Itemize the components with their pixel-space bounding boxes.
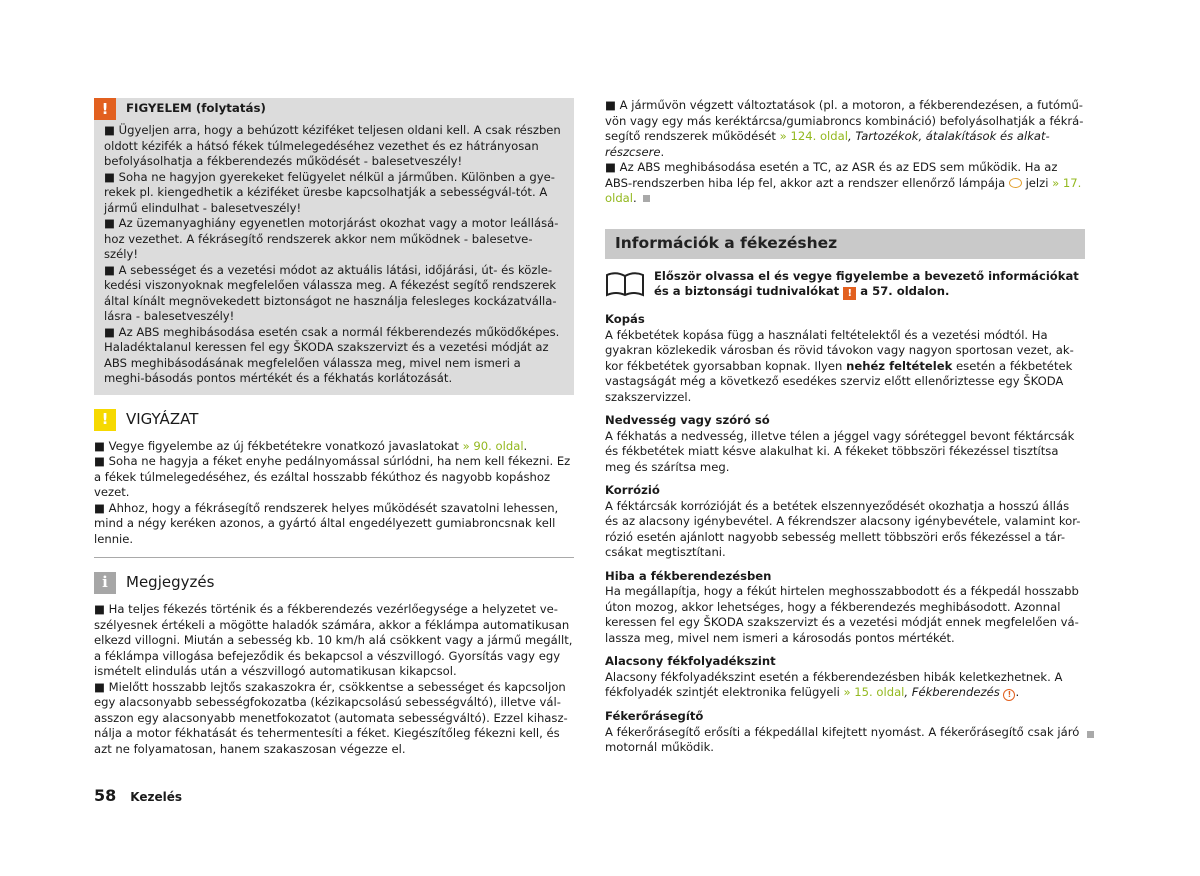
page-number: 58 bbox=[94, 786, 117, 805]
note-header bbox=[94, 572, 574, 594]
page-footer bbox=[94, 786, 182, 805]
paragraph-korrozio: A féktárcsák korrózióját és a betétek elszennyeződését okozhatja a hosszú állás és az alacsony igénybevétel. A fékrendszer alacsony igénybevétele, valamint kor-rózió esetén ajánlott nagyobb sebesség mellett többszöri erős fékezéssel a tár-csákat megtisztítani. bbox=[605, 498, 1081, 559]
item-suffix: . bbox=[660, 144, 665, 159]
caution-item bbox=[94, 439, 574, 455]
item-suffix: . bbox=[633, 191, 637, 205]
intro-suffix: a 57. oldalon. bbox=[860, 284, 950, 298]
caution-item-text: ■ Vegye figyelembe az új fékbetétekre vonatkozó javaslatokat bbox=[94, 438, 459, 453]
warning-item: ■ Az üzemanyaghiány egyenetlen motorjárást okozhat vagy a motor leállásá-hoz vezethet. A fékrásegítő rendszerek akkor nem működnek - balesetve-szély! bbox=[104, 216, 559, 261]
caution-item: ■ Soha ne hagyja a féket enyhe pedálnyomással súrlódni, ha nem kell fékezni. Ez a fékek túlmelegedéséhez, és ezáltal hosszabb fékúthoz és nagyobb kopáshoz vezet. bbox=[94, 454, 571, 499]
text: A fékbetétek kopása függ a használati feltételektől és a vezetési módtól. Ha gyakran közlekedik városban és rövid távokon vagy nagyon sportosan vezet, ak-kor fékbetétek gyorsabban kopnak. Ilyen bbox=[605, 327, 1074, 373]
info-icon: i bbox=[94, 572, 116, 594]
item-text-mid: jelzi bbox=[1025, 175, 1049, 190]
end-marker bbox=[643, 195, 650, 202]
item-italic-ref: , Tartozékok, átalakítások és alkat-részcsere bbox=[605, 129, 1050, 159]
intro-text bbox=[654, 269, 1085, 301]
warning-box bbox=[94, 98, 574, 395]
page-link[interactable]: » 17. oldal bbox=[605, 175, 1082, 205]
warning-continued-item bbox=[605, 160, 1085, 207]
page-link[interactable]: » 90. oldal bbox=[462, 438, 524, 453]
paragraph-hiba: Ha megállapítja, hogy a fékút hirtelen meghosszabbodott és a fékpedál hosszabb úton mozog, akkor lehetséges, hogy a fékberendezés meghibásodott. Azonnal keressen fel egy ŠKODA szakszervizt és a vezetési módját ennek megfelelően vá-lassza meg, mivel nem ismeri a károsodás pontos mértékét. bbox=[605, 584, 1079, 645]
warning-lamp-icon bbox=[1009, 178, 1022, 188]
brake-warning-icon: ! bbox=[1003, 689, 1015, 701]
section-title-bar bbox=[605, 229, 1085, 259]
safety-exclamation-icon: ! bbox=[843, 287, 856, 300]
subheading-kopas: Kopás bbox=[605, 312, 645, 326]
subheading-korrozio: Korrózió bbox=[605, 483, 660, 497]
note-title: Megjegyzés bbox=[126, 573, 215, 592]
text: esetén a fékbetétek vastagságát még a következő esedékes szerviz előtt ellenőriztesse egy ŠKODA szakszervizzel. bbox=[605, 358, 1073, 404]
paragraph-fekero: A fékerőrásegítő erősíti a fékpedállal kifejtett nyomást. A fékerőrásegítő csak járó motornál működik. bbox=[605, 724, 1080, 754]
page-link[interactable]: » 15. oldal bbox=[843, 685, 905, 699]
caution-header bbox=[94, 409, 574, 431]
note-item: ■ Mielőtt hosszabb lejtős szakaszokra ér, csökkentse a sebességet és kapcsoljon egy alacsonyabb sebességfokozatba (kézikapcsolású sebességváltó), illetve vál-asszon egy alacsonyabb menetfokozatot (automata sebességváltó). Ezzel kihasz-nálja a motor fékhatását és tehermentesíti a féket. Kiegészítőleg fékezni kell, és azt ne folyamatosan, hanem szakaszosan végezze el. bbox=[94, 679, 568, 756]
caution-item-suffix: . bbox=[523, 438, 528, 453]
warning-item: ■ Az ABS meghibásodása esetén csak a normál fékberendezés működőképes. Haladéktalanul keressen fel egy ŠKODA szakszervizt és a vezetési módját az ABS meghibásodásának megfelelően válassza meg, mivel nem ismeri a meghi-básodás pontos mértékét és a fékhatás korlátozását. bbox=[104, 324, 560, 385]
subheading-alacsony: Alacsony fékfolyadékszint bbox=[605, 654, 776, 668]
book-icon bbox=[605, 271, 645, 297]
caution-title: VIGYÁZAT bbox=[126, 409, 199, 428]
bold-text: nehéz feltételek bbox=[846, 358, 953, 373]
text: Alacsony fékfolyadékszint esetén a fékberendezésben hibák keletkezhetnek. A fékfolyadék szintjét elektronika felügyeli bbox=[605, 669, 1063, 699]
paragraph-kopas bbox=[605, 328, 1085, 406]
caution-item: ■ Ahhoz, hogy a fékrásegítő rendszerek helyes működését szavatolni lehessen, mind a négy keréken azonos, a gyártó által engedélyezett gumiabroncsnak kell lennie. bbox=[94, 500, 559, 546]
right-column bbox=[605, 98, 1085, 756]
section-title: Információk a fékezéshez bbox=[615, 233, 838, 252]
intro-notice bbox=[605, 269, 1085, 301]
page-link[interactable]: » 124. oldal bbox=[779, 129, 848, 143]
warning-header bbox=[94, 98, 564, 120]
footer-section-label: Kezelés bbox=[130, 790, 183, 804]
warning-item: ■ Ügyeljen arra, hogy a behúzott kéziféket teljesen oldani kell. A csak részben oldott kézifék a hátsó fékek túlmelegedéséhez vezethet és ez hátrányosan befolyásolhatja a fékberendezés működését - balesetveszély! bbox=[104, 123, 561, 168]
warning-item: ■ A sebességet és a vezetési módot az aktuális látási, időjárási, út- és közle-kedési viszonyoknak megfelelően válassza meg. A fékezést segítő rendszerek által kínált megnövekedett biztonságot ne használja felesleges kockázatválla-lásra - balesetveszély! bbox=[104, 262, 557, 323]
subheading-nedvesseg: Nedvesség vagy szóró só bbox=[605, 413, 770, 427]
item-text: ■ Az ABS meghibásodása esetén a TC, az ASR és az EDS sem működik. Ha az ABS-rendszerben hiba lép fel, akkor azt a rendszer ellenőrző lámpája bbox=[605, 160, 1058, 190]
italic-ref: , Fékberendezés bbox=[904, 685, 1000, 699]
warning-continued-item bbox=[605, 98, 1085, 160]
subheading-fekero: Fékerőrásegítő bbox=[605, 709, 704, 723]
intro-prefix: Először olvassa el és vegye figyelembe a bevezető információkat és a biztonsági tudnivalókat bbox=[654, 268, 1079, 298]
paragraph-nedvesseg: A fékhatás a nedvesség, illetve télen a jéggel vagy sóréteggel bevont féktárcsák és fékbetétek miatt késve alakulhat ki. A fékeket többszöri fékezéssel tisztítsa meg és szárítsa meg. bbox=[605, 428, 1075, 474]
subheading-hiba: Hiba a fékberendezésben bbox=[605, 568, 772, 583]
item-text: ■ A járművön végzett változtatások (pl. a motoron, a fékberendezésen, a futómű-vön vagy egy más keréktárcsa/gumiabroncs kombináció) befolyásolhatják a fékrá-segítő rendszerek működését bbox=[605, 98, 1084, 143]
warning-item: ■ Soha ne hagyjon gyerekeket felügyelet nélkül a járműben. Különben a gye-rekek pl. kiengedhetik a kéziféket üresbe kapcsolhatják a sebességvál-tót. A jármű elindulhat - balesetveszély! bbox=[104, 169, 555, 215]
warning-title: FIGYELEM (folytatás) bbox=[126, 101, 266, 116]
warning-exclamation-icon: ! bbox=[94, 98, 116, 120]
divider bbox=[94, 557, 574, 558]
note-item: ■ Ha teljes fékezés történik és a fékberendezés vezérlőegysége a helyzetet ve-szélyesnek értékeli a mögötte haladók számára, akkor a féklámpa automatikusan elkezd villogni. Miután a sebesség kb. 10 km/h alá csökkent vagy a jármű megállt, a féklámpa villogása befejeződik és bekapcsol a vészvillogó. Gyorsítás vagy egy ismételt elindulás után a vészvillogó automatikusan kikapcsol. bbox=[94, 602, 573, 678]
text: . bbox=[1015, 685, 1020, 699]
left-column bbox=[94, 98, 574, 757]
caution-exclamation-icon: ! bbox=[94, 409, 116, 431]
paragraph-alacsony bbox=[605, 670, 1085, 702]
end-marker bbox=[1087, 731, 1094, 738]
